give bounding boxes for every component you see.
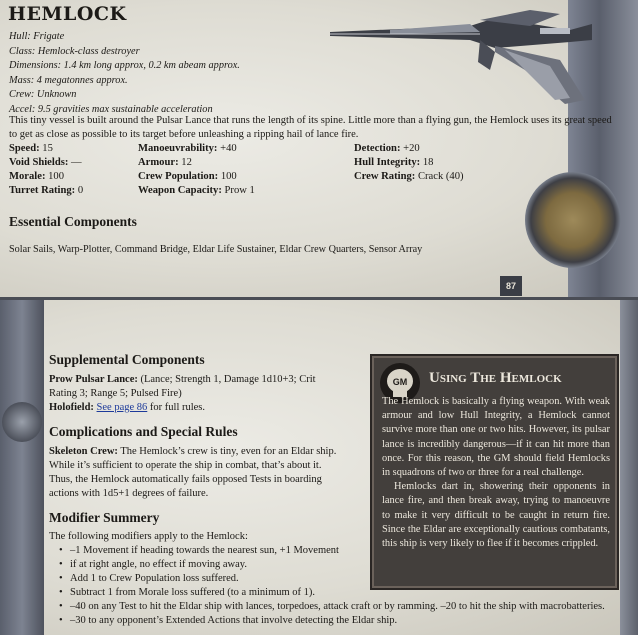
stat-detection: Detection: +20 [354,143,420,154]
stat-weapon-capacity: Weapon Capacity: Prow 1 [138,185,255,196]
modifier-item: • Subtract 1 from Morale loss suffered (to a minimum of 1). [70,586,605,600]
skeleton-line: actions with 1d5+1 degrees of failure. [49,488,209,499]
skeleton-line: The Hemlock’s crew is tiny, even for an Eldar ship. [117,446,337,457]
modifier-item: • –30 to any opponent’s Extended Actions that involve detecting the Eldar ship. [70,614,605,628]
holofield-label: Holofield: [49,402,94,413]
stat-manoeuvrability: Manoeuvrability: +40 [138,143,237,154]
pulsar-label: Prow Pulsar Lance: [49,374,138,385]
spec-accel: Accel: 9.5 gravities max sustainable acceleration [9,103,213,115]
frame-decoration-right [620,300,638,635]
svg-text:GM: GM [392,377,408,387]
skeleton-label: Skeleton Crew: [49,446,118,457]
stat-turret-rating: Turret Rating: 0 [9,185,84,196]
page-top [0,0,638,298]
page-bottom [0,300,638,635]
complications-heading: Complications and Special Rules [49,424,238,439]
ship-specs [9,30,240,117]
modifier-item: • Add 1 to Crew Population loss suffered. [70,572,605,586]
spec-crew: Crew: Unknown [9,89,77,100]
holofield-rest: for full rules. [147,402,206,413]
essential-components-text: Solar Sails, Warp-Plotter, Command Bridge, Eldar Life Sustainer, Eldar Crew Quarters, Sensor Array [9,244,423,255]
sidebar-paragraph: Hemlocks dart in, showering their opponents in lance fire, and then break away, trying to manoeuvre to make it very difficult to be caught in return fire. Since the Eldar are exceptionally cautious combatants, this ship is very likely to flee if it becomes crippled. [382,481,610,550]
skeleton-line: Thus, the Hemlock automatically fails opposed Tests in boarding [49,474,322,485]
spec-hull: Hull: Frigate [9,31,65,42]
porthole-decoration [525,172,621,268]
frame-decoration-left [0,300,44,635]
sidebar-title: Using The Hemlock [429,370,562,386]
ship-illustration [330,0,600,115]
sidebar-box [370,354,619,590]
skeleton-crew-entry [49,445,336,501]
pulsar-lance-entry [49,373,364,415]
spec-dimensions: Dimensions: 1.4 km long approx, 0.2 km abeam approx. [9,60,240,71]
page-number: 87 [500,276,522,296]
modifier-heading: Modifier Summery [49,510,160,525]
stat-crew-population: Crew Population: 100 [138,171,237,182]
stat-speed: Speed: 15 [9,143,53,154]
modifier-intro: The following modifiers apply to the Hemlock: [49,531,248,542]
stat-hull-integrity: Hull Integrity: 18 [354,157,434,168]
spec-mass: Mass: 4 megatonnes approx. [9,74,128,86]
stat-morale: Morale: 100 [9,171,65,182]
supplemental-heading: Supplemental Components [49,352,205,367]
sidebar-paragraph: The Hemlock is basically a flying weapon. With weak armour and low Hull Integrity, a Hemlock cannot survive more than one or two hits. However, its pulsar lance is incredibly dangerous—if it can hit more than once. For this reason, the GM should field Hemlocks in squadrons of two or three for a real challenge. [382,396,610,479]
essential-components-heading: Essential Components [9,214,137,229]
modifier-item-continued: • if at right angle, no effect if moving away. [70,558,605,572]
holofield-page-link[interactable]: See page 86 [96,402,148,413]
modifier-item: • –1 Movement if heading towards the nearest sun, +1 Movement [70,544,605,558]
spec-class: Class: Hemlock-class destroyer [9,45,140,57]
pulsar-line2: Rating 3; Range 5; Pulsed Fire) [49,388,182,399]
pulsar-line1: (Lance; Strength 1, Damage 1d10+3; Crit [140,374,316,385]
stat-void-shields: Void Shields: — [9,157,82,168]
ship-title: HEMLOCK [8,3,127,25]
sidebar-body [382,395,610,551]
modifier-item: • –40 on any Test to hit the Eldar ship with lances, torpedoes, attack craft or by ramming. –20 to hit the ship with macrobatteries. [70,600,605,614]
ring-decoration [2,402,42,442]
stat-crew-rating: Crew Rating: Crack (40) [354,171,464,182]
skeleton-line: While it’s sufficient to operate the ship in combat, that’s about it. [49,460,322,471]
stat-armour: Armour: 12 [138,157,192,168]
ship-description: This tiny vessel is built around the Pulsar Lance that runs the length of its spine. Little more than a flying gun, the Hemlock uses its great speed to get as close as possible to its target before unleashing a ripping hail of lance fire. [9,115,612,140]
